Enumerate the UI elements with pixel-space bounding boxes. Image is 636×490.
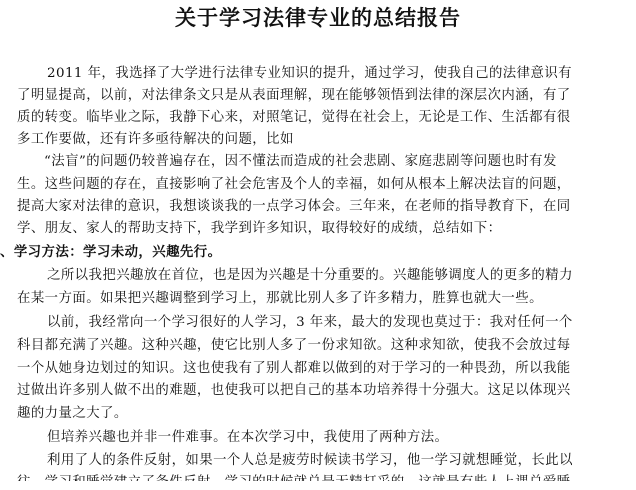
paragraph-line: 质的转变。临毕业之际，我静下心来，对照笔记，觉得在社会上，无论是工作、生活都有很 bbox=[17, 110, 571, 125]
paragraph-line: 在某一方面。如果把兴趣调整到学习上，那就比别人多了许多精力，胜算也就大一些。 bbox=[17, 291, 543, 306]
paragraph-line: “法盲”的问题仍较普遍存在，因不懂法而造成的社会悲剧、家庭悲剧等问题也时有发 bbox=[44, 154, 557, 169]
paragraph-line: 提高大家对法律的意识，我想谈谈我的一点学习体会。三年来，在老师的指导教育下，在同 bbox=[17, 199, 571, 214]
paragraph-line: 趣的力量之大了。 bbox=[17, 406, 128, 421]
paragraph-line: 了明显提高，以前，对法律条文只是从表面理解，现在能够领悟到法律的深层次内涵，有了 bbox=[17, 88, 571, 103]
paragraph-line: 多工作要做，还有许多亟待解决的问题，比如 bbox=[17, 132, 294, 147]
paragraph-line: 生。这些问题的存在，直接影响了社会危害及个人的幸福，如何从根本上解决法盲的问题， bbox=[17, 177, 571, 192]
paragraph-line: 学、朋友、家人的帮助支持下，我学到许多知识，取得较好的成绩，总结如下： bbox=[17, 221, 502, 236]
section-heading: 、学习方法：学习未动，兴趣先行。 bbox=[0, 244, 222, 260]
paragraph-line: 2011 年，我选择了大学进行法律专业知识的提升，通过学习，使我自己的法律意识有 bbox=[47, 66, 573, 81]
paragraph-line: 之所以我把兴趣放在首位，也是因为兴趣是十分重要的。兴趣能够调度人的更多的精力 bbox=[47, 268, 573, 283]
paragraph-line: 一个从她身边划过的知识。这也使我有了别人都难以做到的对于学习的一种畏劲，所以我能 bbox=[17, 361, 571, 376]
page-bottom-cutoff bbox=[0, 481, 636, 490]
paragraph-line: 科目都充满了兴趣。这种兴趣，使它比别人多了一份求知欲。这种求知欲，使我不会放过每 bbox=[17, 338, 571, 353]
paragraph-line: 利用了人的条件反射，如果一个人总是疲劳时候读书学习，他一学习就想睡觉，长此以 bbox=[47, 453, 573, 468]
document-title: 关于学习法律专业的总结报告 bbox=[175, 5, 461, 30]
paragraph-line: 过做出许多别人做不出的难题，也使我可以把自己的基本功培养得十分强大。这足以体现兴 bbox=[17, 383, 571, 398]
paragraph-line: 但培养兴趣也并非一件难事。在本次学习中，我使用了两种方法。 bbox=[47, 430, 449, 445]
paragraph-line: 以前，我经常向一个学习很好的人学习，3 年来，最大的发现也莫过于：我对任何一个 bbox=[47, 315, 573, 330]
